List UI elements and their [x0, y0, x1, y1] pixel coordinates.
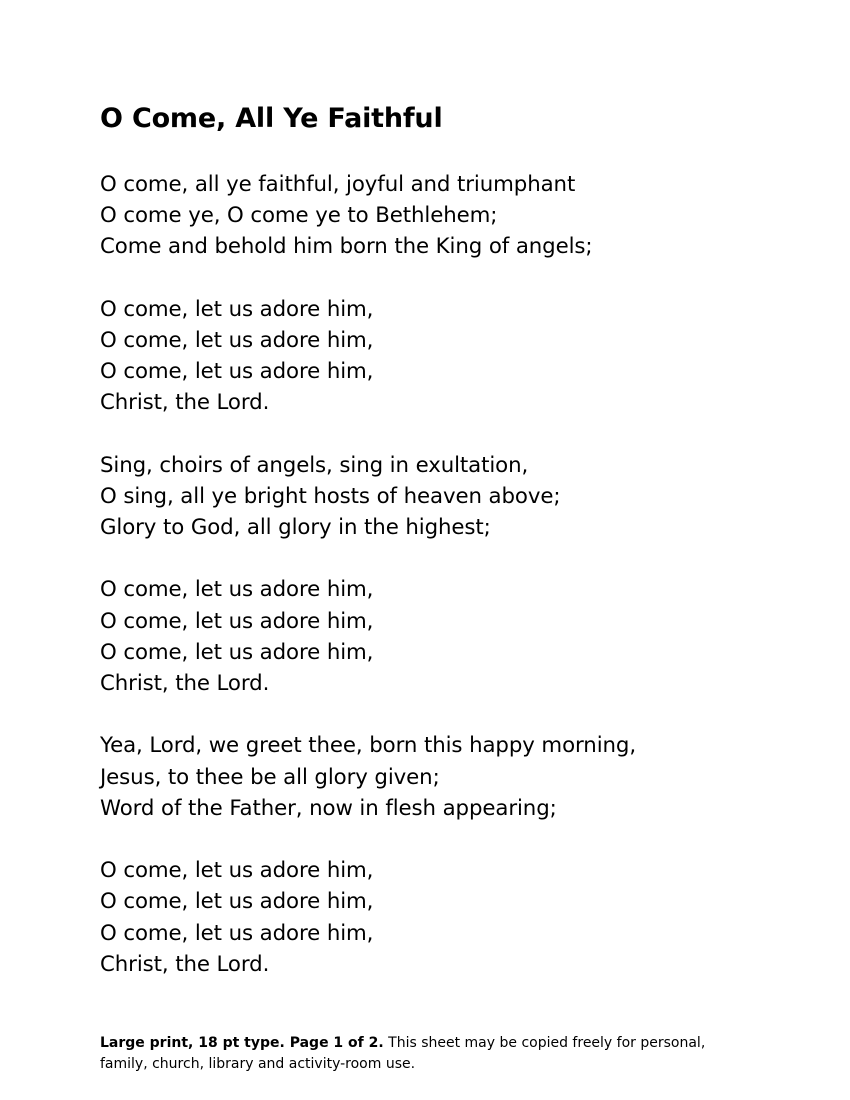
- lyric-line: O come, let us adore him,: [100, 639, 374, 665]
- lyric-line: Glory to God, all glory in the highest;: [100, 515, 491, 541]
- lyric-line: Christ, the Lord.: [100, 671, 270, 696]
- lyric-line: O come, let us adore him,: [100, 296, 374, 322]
- stanza-verse-3: [100, 730, 750, 824]
- stanza-refrain-1: [100, 294, 750, 419]
- lyric-line: O come, let us adore him,: [100, 920, 374, 946]
- song-title: O Come, All Ye Faithful: [100, 103, 443, 134]
- lyric-line: Word of the Father, now in flesh appearing;: [100, 795, 557, 821]
- stanza-verse-1: [100, 169, 750, 263]
- footer-print-info: Large print, 18 pt type. Page 1 of 2.: [100, 1035, 384, 1051]
- lyric-line: O come, let us adore him,: [100, 327, 374, 353]
- lyric-line: Yea, Lord, we greet thee, born this happy morning,: [100, 733, 636, 759]
- lyric-line: Christ, the Lord.: [100, 390, 270, 416]
- lyric-line: O come, let us adore him,: [100, 858, 374, 884]
- lyric-line: Christ, the Lord.: [100, 951, 270, 977]
- stanza-refrain-3: [100, 855, 750, 980]
- lyrics: [100, 169, 750, 1011]
- lyric-line: O come, let us adore him,: [100, 359, 374, 385]
- lyric-line: O come, let us adore him,: [100, 889, 374, 915]
- lyric-line: O come, all ye faithful, joyful and triumphant: [100, 172, 576, 197]
- lyric-line: O come ye, O come ye to Bethlehem;: [100, 203, 498, 229]
- lyric-line: Jesus, to thee be all glory given;: [100, 764, 440, 790]
- footer-note: [100, 1033, 740, 1075]
- footer-copy-permission: This sheet may be copied freely for personal, family, church, library and activity-room use.: [100, 1035, 706, 1072]
- lyric-line: Come and behold him born the King of angels;: [100, 234, 593, 260]
- lyric-line: Sing, choirs of angels, sing in exultation,: [100, 452, 529, 478]
- stanza-refrain-2: [100, 574, 750, 699]
- lyric-line: O come, let us adore him,: [100, 608, 374, 634]
- stanza-verse-2: [100, 450, 750, 544]
- lyric-line: O come, let us adore him,: [100, 577, 374, 603]
- lyric-line: O sing, all ye bright hosts of heaven above;: [100, 483, 561, 509]
